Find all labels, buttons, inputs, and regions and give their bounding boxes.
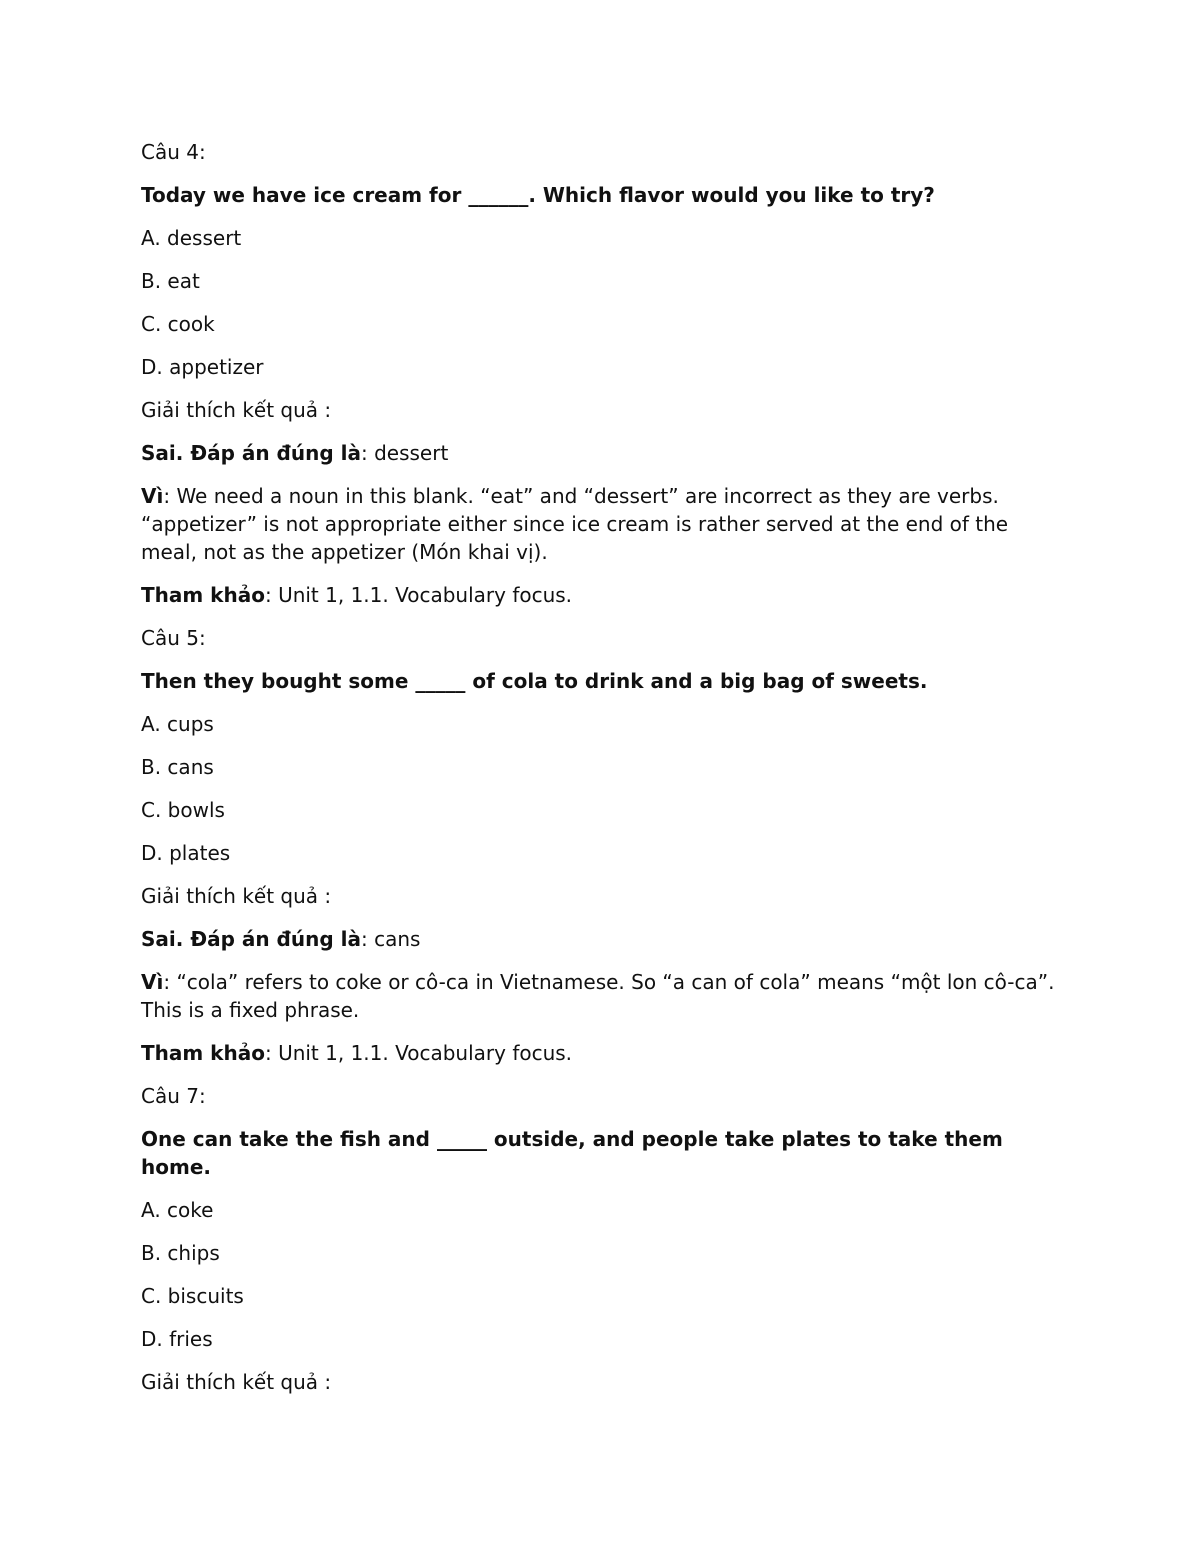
reason-label: Vì [141, 484, 164, 508]
answer-line [141, 439, 1061, 467]
question-text: Today we have ice cream for ______. Which flavor would you like to try? [141, 183, 935, 207]
explanation-title: Giải thích kết quả : [141, 398, 332, 422]
reason-line [141, 482, 1061, 566]
option-b: B. eat [141, 269, 200, 293]
reason-text: : “cola” refers to coke or cô-ca in Vietnamese. So “a can of cola” means “một lon cô-ca”. This is a fixed phrase. [141, 970, 1061, 1022]
option-a: A. cups [141, 712, 214, 736]
explanation-title: Giải thích kết quả : [141, 1370, 332, 1394]
answer-line [141, 925, 1061, 953]
question-label: Câu 7: [141, 1084, 206, 1108]
option-d: D. fries [141, 1327, 213, 1351]
reference-line [141, 1039, 1061, 1067]
question-block-5 [141, 624, 1061, 1067]
reference-line [141, 581, 1061, 609]
question-text: One can take the fish and _____ outside, and people take plates to take them home. [141, 1127, 1010, 1179]
option-b: B. chips [141, 1241, 220, 1265]
answer-label: Sai. Đáp án đúng là [141, 927, 361, 951]
reference-text: : Unit 1, 1.1. Vocabulary focus. [264, 583, 573, 607]
option-d: D. appetizer [141, 355, 264, 379]
explanation-title: Giải thích kết quả : [141, 884, 332, 908]
option-c: C. bowls [141, 798, 225, 822]
question-text: Then they bought some _____ of cola to drink and a big bag of sweets. [141, 669, 928, 693]
option-b: B. cans [141, 755, 214, 779]
option-a: A. dessert [141, 226, 242, 250]
answer-label: Sai. Đáp án đúng là [141, 441, 361, 465]
reason-text: : We need a noun in this blank. “eat” and “dessert” are incorrect as they are verbs. “appetizer” is not appropriate either since ice cream is rather served at the end of the meal, not as the appetizer (Món khai vị). [141, 484, 1015, 564]
document-page [141, 138, 1061, 1411]
question-block-4 [141, 138, 1061, 609]
question-label: Câu 4: [141, 140, 206, 164]
option-d: D. plates [141, 841, 231, 865]
option-c: C. biscuits [141, 1284, 244, 1308]
option-c: C. cook [141, 312, 215, 336]
reference-label: Tham khảo [141, 583, 265, 607]
reason-line [141, 968, 1061, 1024]
reference-label: Tham khảo [141, 1041, 265, 1065]
question-label: Câu 5: [141, 626, 206, 650]
option-a: A. coke [141, 1198, 214, 1222]
answer-value: : cans [360, 927, 421, 951]
reference-text: : Unit 1, 1.1. Vocabulary focus. [264, 1041, 573, 1065]
answer-value: : dessert [360, 441, 449, 465]
reason-label: Vì [141, 970, 164, 994]
question-block-7 [141, 1082, 1061, 1396]
